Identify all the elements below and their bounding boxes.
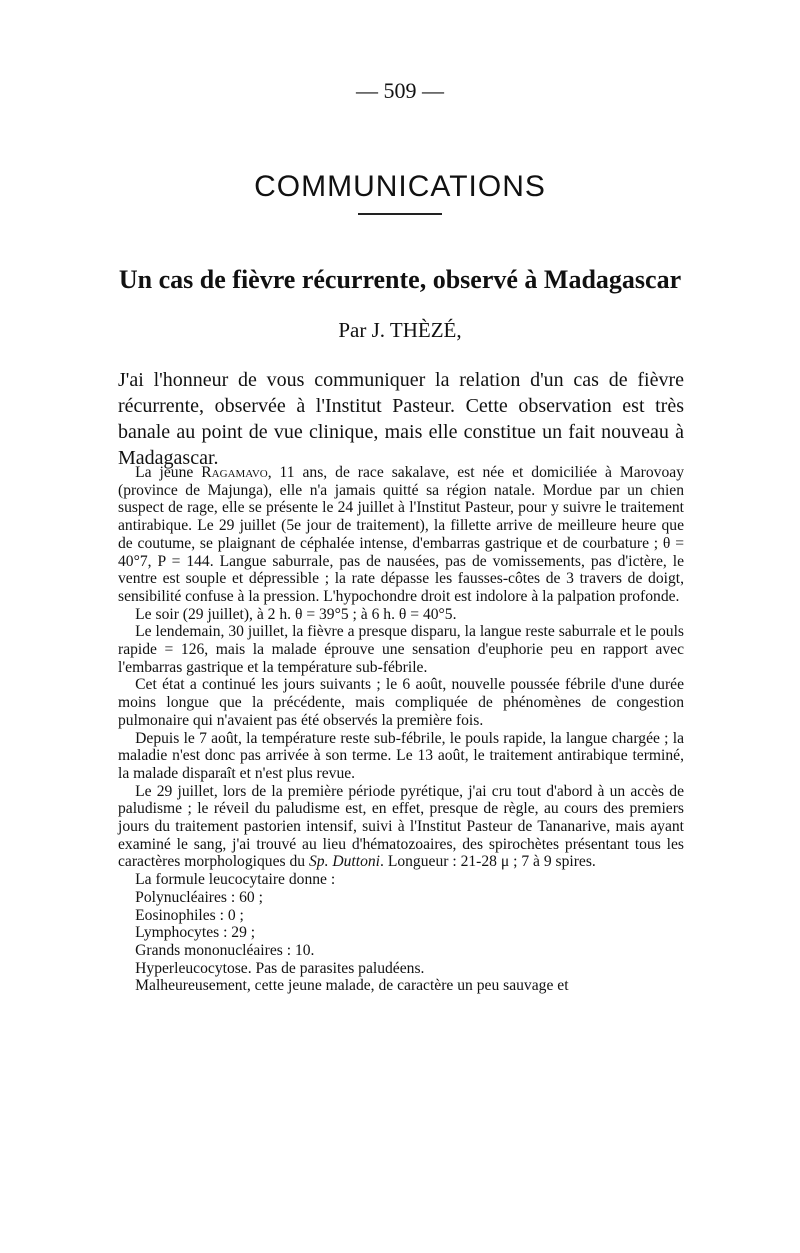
paragraph-case-lead: La jeune	[135, 464, 194, 481]
intro-paragraph	[118, 367, 684, 471]
paragraph-next-day: Le lendemain, 30 juillet, la fièvre a presque disparu, la langue reste saburrale et le pouls rapide = 126, mais la malade éprouve une sensation d'euphorie peu en rapport avec l'embarras gastrique et la température sub-fébrile.	[118, 623, 684, 676]
title-rule	[358, 213, 442, 215]
patient-name: Ragamavo,	[201, 464, 272, 481]
article-author: Par J. THÈZÉ,	[338, 318, 462, 342]
paragraph-case	[118, 464, 684, 606]
paragraph-following-days: Cet état a continué les jours suivants ; le 6 août, nouvelle poussée fébrile d'une durée moins longue que la précédente, mais compliquée de phénomènes de congestion pulmonaire qui n'avaient pas été observés la première fois.	[118, 676, 684, 729]
formula-line: Grands mononucléaires : 10.	[135, 941, 315, 959]
paragraph-diagnosis-text: Le 29 juillet, lors de la première période pyrétique, j'ai cru tout d'abord à un accès de paludisme ; le réveil du paludisme est, en effet, presque de règle, au cours des premiers jours du traitement pastorien intensif, suivi à l'Institut Pasteur de Tananarive, mais ayant examiné le sang, j'ai trouvé au lieu d'hématozoaires, des spirochètes présentant tous les caractères morphologiques du	[118, 782, 684, 871]
paragraph-case-text: 11 ans, de race sakalave, est née et domiciliée à Marovoay (province de Majunga), elle n'a jamais quitté sa région natale. Mordue par un chien suspect de rage, elle se présente le 24 juillet à l'Institut Pasteur, pour y suivre le traitement antirabique. Le 29 juillet (5e jour de traitement), la fillette arrive de meilleure heure que de coutume, se plaignant de céphalée intense, d'embarras gastrique et de courbature ; θ = 40°7, P = 144. Langue saburrale, pas de nausées, pas de vomissements, pas d'ictère, le ventre est souple et dépressible ; la rate dépasse les fausses-côtes de 3 travers de doigt, sensibilité confuse à la pression. L'hypochondre droit est indolore à la palpation profonde.	[118, 464, 684, 605]
section-title: COMMUNICATIONS	[254, 170, 546, 203]
paragraph-evening: Le soir (29 juillet), à 2 h. θ = 39°5 ; à 6 h. θ = 40°5.	[135, 605, 457, 623]
intro-text: J'ai l'honneur de vous communiquer la relation d'un cas de fièvre récurrente, observée à l'Institut Pasteur. Cette observation est très banale au point de vue clinique, mais elle constitue un fait nouveau à Madagascar.	[118, 369, 684, 469]
paragraph-hyperleucocytose: Hyperleucocytose. Pas de parasites paludéens.	[135, 959, 425, 977]
formula-line: Polynucléaires : 60 ;	[135, 888, 263, 906]
article-body	[118, 464, 684, 995]
paragraph-since-august: Depuis le 7 août, la température reste sub-fébrile, le pouls rapide, la langue chargée ; la maladie n'est donc pas arrivée à son terme. Le 13 août, le traitement antirabique terminé, la malade disparaît et n'est plus revue.	[118, 729, 684, 782]
formula-line: Lymphocytes : 29 ;	[135, 924, 256, 942]
formula-line: Eosinophiles : 0 ;	[135, 906, 244, 924]
paragraph-diagnosis	[118, 783, 684, 872]
paragraph-formula-intro: La formule leucocytaire donne :	[135, 871, 336, 889]
species-name: Sp. Duttoni	[308, 853, 381, 871]
article-title: Un cas de fièvre récurrente, observé à Madagascar	[118, 265, 682, 294]
paragraph-last: Malheureusement, cette jeune malade, de caractère un peu sauvage et	[135, 977, 569, 995]
paragraph-diagnosis-end: . Longueur : 21-28 μ ; 7 à 9 spires.	[380, 853, 596, 871]
page-number: — 509 —	[356, 78, 444, 103]
